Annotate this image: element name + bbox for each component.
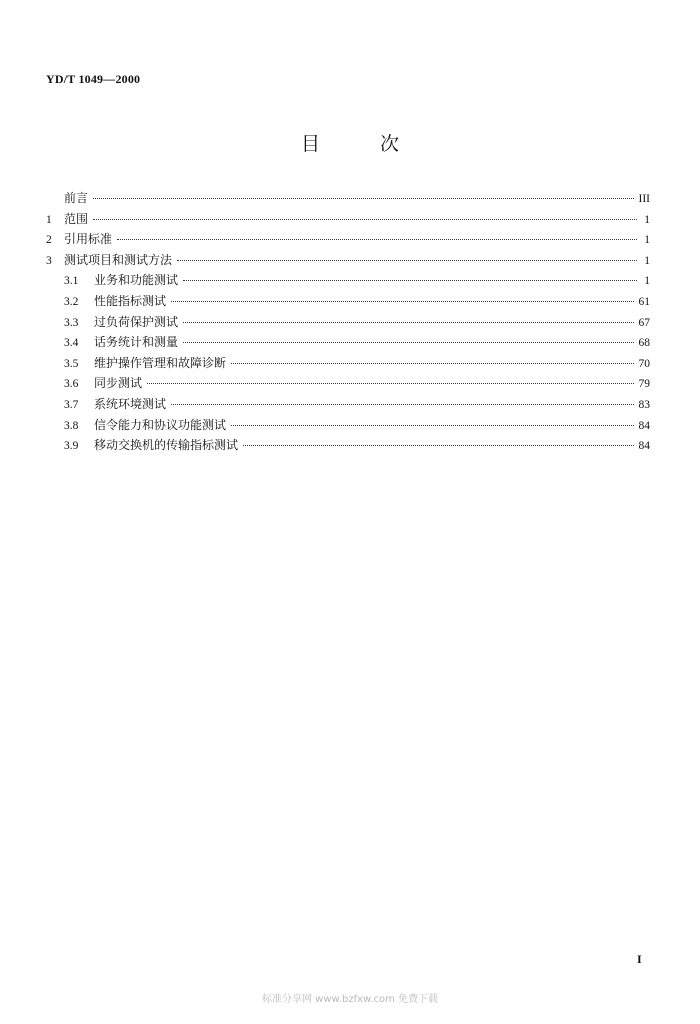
toc-entry-label: 信令能力和协议功能测试 bbox=[94, 417, 227, 432]
toc-entry-page: 1 bbox=[644, 213, 650, 226]
toc-entry-number: 3.7 bbox=[64, 398, 79, 411]
toc-entry-label: 系统环境测试 bbox=[94, 396, 167, 411]
toc-entry-number: 1 bbox=[46, 213, 52, 226]
toc-entry-page: 61 bbox=[638, 295, 650, 308]
toc-entry-page: 79 bbox=[638, 378, 650, 391]
dot-leader bbox=[147, 383, 633, 384]
dot-leader bbox=[183, 280, 637, 281]
toc-entry bbox=[46, 209, 650, 230]
page-folio: I bbox=[637, 952, 642, 966]
toc-entry bbox=[46, 435, 650, 456]
toc-entry-label: 话务统计和测量 bbox=[94, 335, 179, 350]
toc-entry bbox=[46, 415, 650, 436]
toc-entry-label: 同步测试 bbox=[94, 376, 143, 391]
toc-entry-label: 性能指标测试 bbox=[94, 293, 167, 308]
toc-entry-label: 引用标准 bbox=[64, 232, 113, 247]
toc-entry-number: 3.9 bbox=[64, 440, 79, 453]
toc-entry-number: 2 bbox=[46, 234, 52, 247]
toc-entry bbox=[46, 229, 650, 250]
toc-entry bbox=[46, 394, 650, 415]
toc-entry-page: 84 bbox=[638, 440, 650, 453]
toc-entry-label: 测试项目和测试方法 bbox=[64, 252, 173, 267]
toc-entry bbox=[46, 188, 650, 209]
toc-entry-label: 范围 bbox=[64, 211, 89, 226]
toc-entry-label: 前言 bbox=[64, 191, 89, 205]
toc-entry bbox=[46, 332, 650, 353]
toc-entry bbox=[46, 270, 650, 291]
toc-entry-page: 1 bbox=[644, 254, 650, 267]
toc-entry bbox=[46, 250, 650, 271]
standard-code: YD/T 1049—2000 bbox=[46, 72, 141, 86]
table-of-contents bbox=[46, 188, 650, 456]
toc-entry-number: 3.6 bbox=[64, 378, 79, 391]
toc-entry bbox=[46, 312, 650, 333]
toc-entry bbox=[46, 291, 650, 312]
toc-entry-page: III bbox=[638, 193, 650, 205]
dot-leader bbox=[231, 425, 633, 426]
dot-leader bbox=[243, 445, 633, 446]
toc-title bbox=[0, 131, 700, 157]
dot-leader bbox=[171, 301, 633, 302]
toc-entry-label: 业务和功能测试 bbox=[94, 273, 179, 288]
dot-leader bbox=[171, 404, 633, 405]
toc-entry-page: 68 bbox=[638, 337, 650, 350]
toc-entry-page: 1 bbox=[644, 234, 650, 247]
toc-entry-number: 3.3 bbox=[64, 316, 79, 329]
toc-entry-number: 3.8 bbox=[64, 419, 79, 432]
toc-title-char-1: 目 bbox=[301, 133, 321, 155]
dot-leader bbox=[183, 342, 633, 343]
toc-entry-page: 70 bbox=[638, 357, 650, 370]
toc-entry-number: 3.1 bbox=[64, 275, 79, 288]
toc-entry-number: 3.2 bbox=[64, 295, 79, 308]
toc-entry-label: 维护操作管理和故障诊断 bbox=[94, 355, 227, 370]
toc-entry-label: 过负荷保护测试 bbox=[94, 314, 179, 329]
toc-entry-page: 67 bbox=[638, 316, 650, 329]
toc-entry-number: 3.4 bbox=[64, 337, 79, 350]
dot-leader bbox=[117, 239, 637, 240]
dot-leader bbox=[183, 322, 633, 323]
dot-leader bbox=[177, 260, 637, 261]
watermark-text: 标准分享网 www.bzfxw.com 免费下载 bbox=[262, 994, 438, 1005]
toc-entry bbox=[46, 373, 650, 394]
toc-entry-number: 3.5 bbox=[64, 357, 79, 370]
toc-entry-page: 83 bbox=[638, 398, 650, 411]
dot-leader bbox=[231, 363, 633, 364]
toc-title-char-2: 次 bbox=[380, 133, 400, 155]
toc-entry-page: 1 bbox=[644, 275, 650, 288]
dot-leader bbox=[93, 219, 637, 220]
dot-leader bbox=[93, 198, 633, 199]
toc-entry-number: 3 bbox=[46, 254, 52, 267]
toc-entry-page: 84 bbox=[638, 419, 650, 432]
toc-entry-label: 移动交换机的传输指标测试 bbox=[94, 438, 239, 453]
toc-entry bbox=[46, 353, 650, 374]
